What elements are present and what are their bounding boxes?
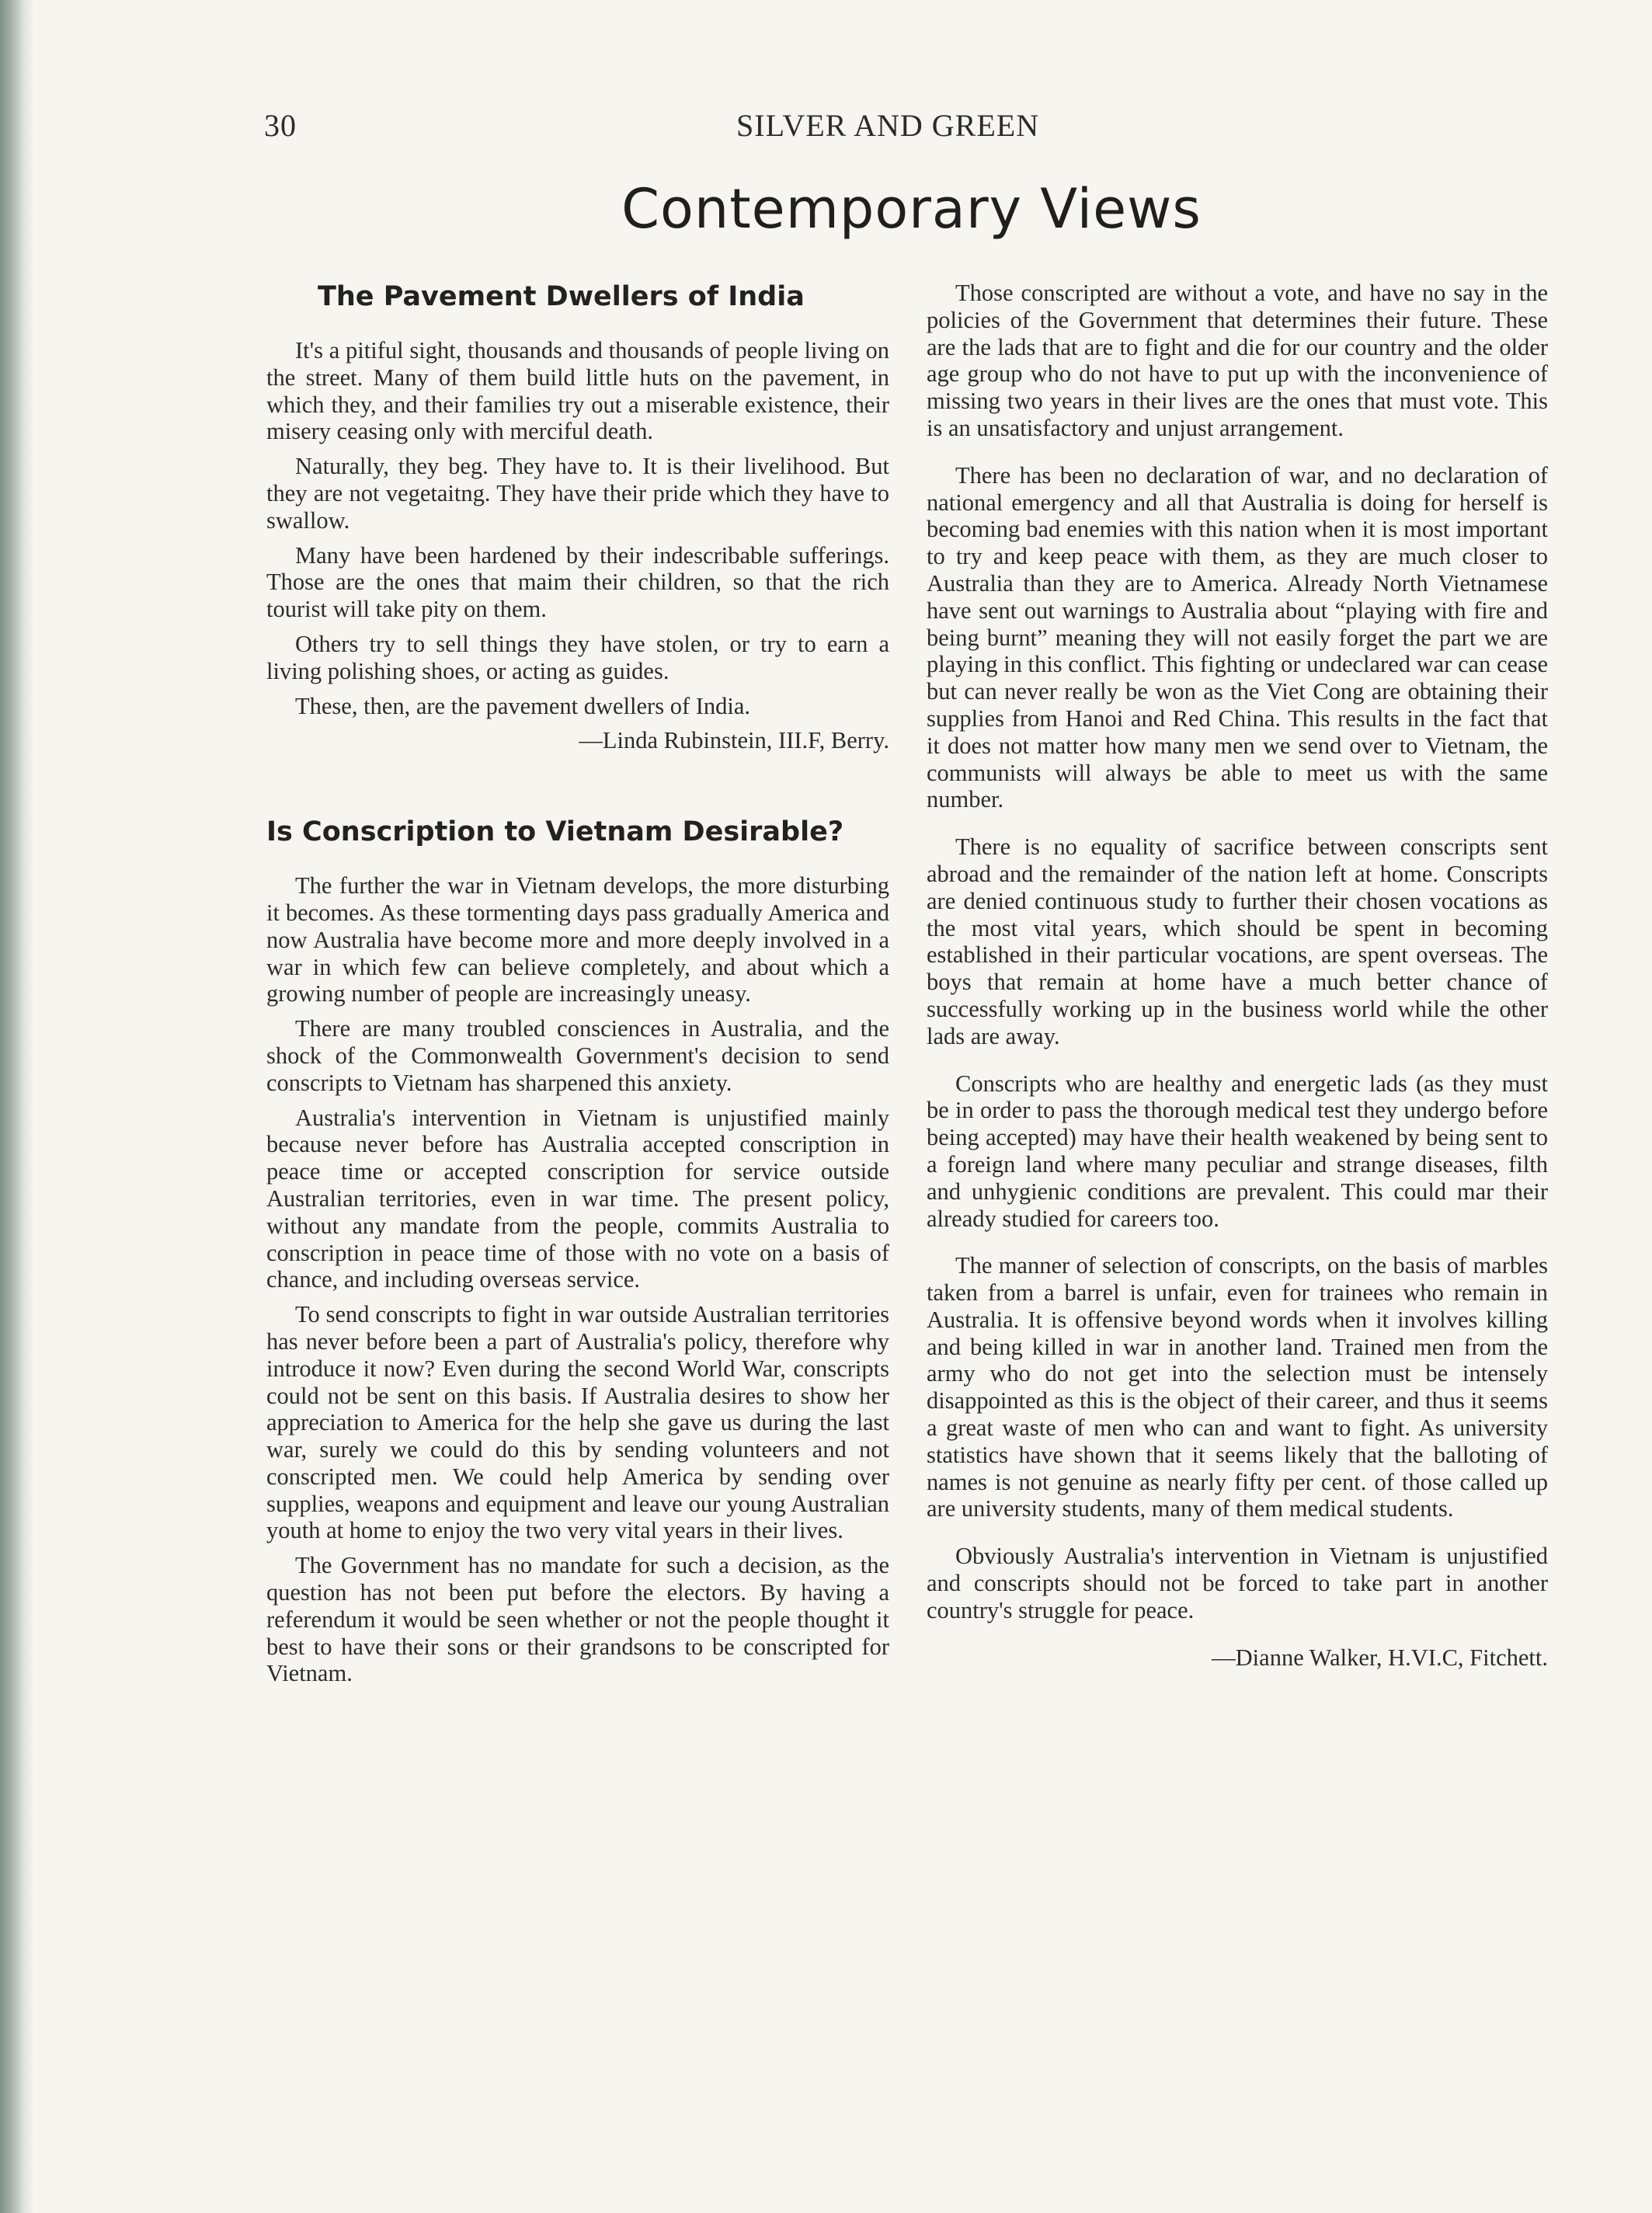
right-column	[927, 280, 1548, 1691]
article2-paragraph: Obviously Australia's intervention in Vietnam is unjustified and conscripts should not be forced to take part in another country's struggle for peace.	[927, 1543, 1548, 1623]
article2-paragraph: To send conscripts to fight in war outside Australian territories has never before been a part of Australia's policy, therefore why introduce it now? Even during the second World War, conscripts could not be sent on this basis. If Australia desires to show her appreciation to America for the help she gave us during the last war, surely we could do this by sending volunteers and not conscripted men. We could help America by sending over supplies, weapons and equipment and leave our young Australian youth at home to enjoy the two very vital years in their lives.	[266, 1301, 889, 1544]
article2-paragraph: Conscripts who are healthy and energetic lads (as they must be in order to pass the thorough medical test they undergo before being accepted) may have their health weakened by being sent to a foreign land where many peculiar and strange diseases, filth and unhygienic conditions are prevalent. This could mar their already studied for careers too.	[927, 1070, 1548, 1232]
article2-paragraph: Those conscripted are without a vote, and have no say in the policies of the Government that determines their future. These are the lads that are to fight and die for our country and the older age group who do not have to put up with the inconvenience of missing two years in their lives are the ones that must vote. This is an unsatisfactory and unjust arrangement.	[927, 280, 1548, 441]
article2-paragraph: The further the war in Vietnam develops, the more disturbing it becomes. As these tormenting days pass gradually America and now Australia have become more and more deeply involved in a war in which few can believe completely, and about which a growing number of people are increasingly uneasy.	[266, 872, 889, 1007]
article1-paragraph: Many have been hardened by their indescribable sufferings. Those are the ones that maim their children, so that the rich tourist will take pity on them.	[266, 541, 889, 623]
running-head: SILVER AND GREEN	[736, 108, 1040, 143]
article2-paragraph: The Government has no mandate for such a decision, as the question has not been put before the electors. By having a referendum it would be seen whether or not the people thought it best to have their sons or their grandsons to be conscripted for Vietnam.	[266, 1552, 889, 1687]
article-title-conscription: Is Conscription to Vietnam Desirable?	[266, 816, 844, 848]
left-column	[266, 280, 889, 1695]
article2-paragraph: There are many troubled consciences in Australia, and the shock of the Commonwealth Government's decision to send conscripts to Vietnam has sharpened this anxiety.	[266, 1015, 889, 1096]
page-number: 30	[264, 108, 297, 143]
article2-byline: —Dianne Walker, H.VI.C, Fitchett.	[1212, 1644, 1548, 1671]
article2-paragraph: There is no equality of sacrifice between conscripts sent abroad and the remainder of the nation left at home. Conscripts are denied continuous study to further their chosen vocations as the most vital years, which should be spent in becoming established in their particular vocations, are spent overseas. The boys that remain at home have a much better chance of successfully working up in the business world while the other lads are away.	[927, 833, 1548, 1049]
binding-spine	[0, 0, 34, 2213]
article2-paragraph: There has been no declaration of war, and no declaration of national emergency and all that Australia is doing for herself is becoming bad enemies with this nation when it is most important to try and keep peace with them, as they are much closer to Australia than they are to America. Already North Vietnamese have sent out warnings to Australia about “playing with fire and being burnt” meaning they will not easily forget the part we are playing in this conflict. This fighting or undeclared war can cease but can never really be won as the Viet Cong are obtaining their supplies from Hanoi and Red China. This results in the fact that it does not matter how many men we send over to Vietnam, the communists will always be able to meet us with the same number.	[927, 461, 1548, 813]
article1-paragraph: Others try to sell things they have stolen, or try to earn a living polishing shoes, or acting as guides.	[266, 630, 889, 684]
article-title-pavement-dwellers: The Pavement Dwellers of India	[318, 281, 805, 312]
article1-paragraph: Naturally, they beg. They have to. It is their livelihood. But they are not vegetaitng. They have their pride which they have to swallow.	[266, 453, 889, 534]
article2-paragraph: Australia's intervention in Vietnam is unjustified mainly because never before has Australia accepted conscription in peace time or accepted conscription for service outside Australian territories, even in war time. The present policy, without any mandate from the people, commits Australia to conscription in peace time of those with no vote on a basis of chance, and including overseas service.	[266, 1104, 889, 1293]
article2-paragraph: The manner of selection of conscripts, on the basis of marbles taken from a barrel is unfair, even for trainees who remain in Australia. It is offensive beyond words when it involves killing and being killed in war in another land. Trained men from the army who do not get into the selection must be intensely disappointed as this is the object of their career, and thus it seems a great waste of men who can and want to fight. As university statistics have shown that it seems likely that the balloting of names is not genuine as nearly fifty per cent. of those called up are university students, many of them medical students.	[927, 1252, 1548, 1522]
article1-byline: —Linda Rubinstein, III.F, Berry.	[579, 727, 889, 754]
article1-paragraph: These, then, are the pavement dwellers of India.	[295, 692, 751, 719]
section-title: Contemporary Views	[621, 177, 1202, 241]
article1-paragraph: It's a pitiful sight, thousands and thousands of people living on the street. Many of them build little huts on the pavement, in which they, and their families try out a miserable existence, their misery ceasing only with merciful death.	[266, 337, 889, 445]
